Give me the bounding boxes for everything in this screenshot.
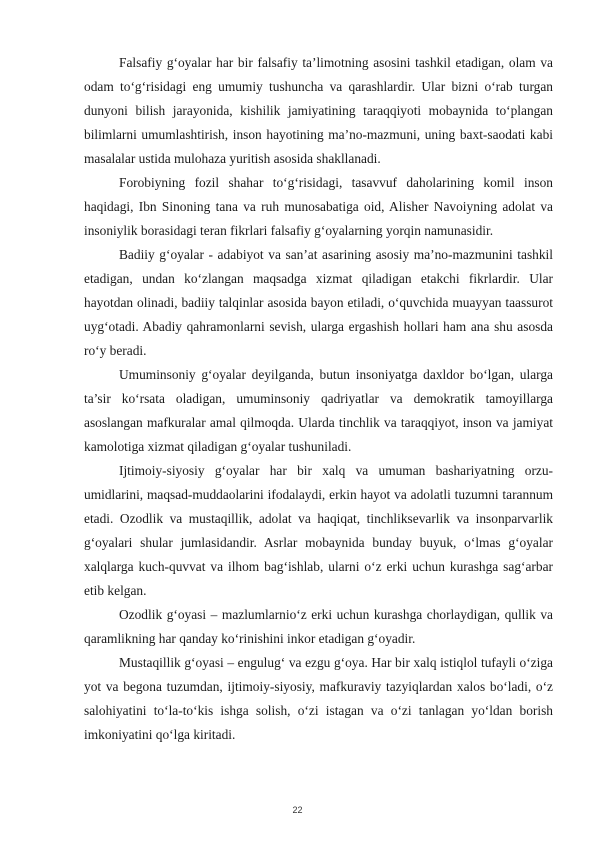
paragraph-ozodlik-goyasi: Ozodlik g‘oyasi – mazlumlarnio‘z erki uchun kurashga chorlaydigan, qullik va qaramlikning har qanday ko‘rinishini inkor etadigan g‘oyadir. [84,607,553,646]
paragraph-forobiy: Forobiyning fozil shahar to‘g‘risidagi, tasavvuf daholarining komil inson haqidagi, Ibn Sinoning tana va ruh munosabatiga oid, Alisher Navoiyning adolat va insoniylik borasidagi teran fikrlari falsafiy g‘oyalarning yorqin namunasidir. [84,175,553,238]
paragraph-falsafiy-goyalar: Falsafiy g‘oyalar har bir falsafiy ta’limotning asosini tashkil etadigan, olam va odam to‘g‘risidagi eng umumiy tushuncha va qarashlardir. Ular bizni o‘rab turgan dunyoni bilish jarayonida, kishilik jamiyatining taraqqiyoti mobaynida to‘plangan bilimlarni umumlashtirish, inson hayotining ma’no-mazmuni, uning baxt-saodati kabi masalalar ustida mulohaza yuritish asosida shakllanadi. [84,55,553,166]
paragraph-ijtimoiy-siyosiy-goyalar: Ijtimoiy-siyosiy g‘oyalar har bir xalq va umuman bashariyatning orzu-umidlarini, maqsad-muddaolarini ifodalaydi, erkin hayot va adolatli tuzumni tarannum etadi. Ozodlik va mustaqillik, adolat va haqiqat, tinchliksevarlik va insonparvarlik g‘oyalari shular jumlasidandir. Asrlar mobaynida bunday buyuk, o‘lmas g‘oyalar xalqlarga kuch-quvvat va ilhom bag‘ishlab, ularni o‘z erki uchun kurashga sag‘arbar etib kelgan. [84,463,553,598]
page-number: 22 [292,805,303,815]
paragraph-badiiy-goyalar: Badiiy g‘oyalar - adabiyot va san’at asarining asosiy ma’no-mazmunini tashkil etadigan, undan ko‘zlangan maqsadga xizmat qiladigan etakchi fikrlardir. Ular hayotdan olinadi, badiiy talqinlar asosida bayon etiladi, o‘quvchida muayyan taassurot uyg‘otadi. Abadiy qahramonlarni sevish, ularga ergashish hollari ham ana shu asosda ro‘y beradi. [84,247,553,358]
paragraph-umuminsoniy-goyalar: Umuminsoniy g‘oyalar deyilganda, butun insoniyatga daxldor bo‘lgan, ularga ta’sir ko‘rsata oladigan, umuminsoniy qadriyatlar va demokratik tamoyillarga asoslangan mafkuralar amal qilmoqda. Ularda tinchlik va taraqqiyot, inson va jamiyat kamolotiga xizmat qiladigan g‘oyalar tushuniladi. [84,367,553,454]
paragraph-mustaqillik-goyasi: Mustaqillik g‘oyasi – engulug‘ va ezgu g‘oya. Har bir xalq istiqlol tufayli o‘ziga yot va begona tuzumdan, ijtimoiy-siyosiy, mafkuraviy tazyiqlardan xalos bo‘ladi, o‘z salohiyatini to‘la-to‘kis ishga solish, o‘zi istagan va o‘zi tanlagan yo‘ldan borish imkoniyatini qo‘lga kiritadi. [84,655,553,742]
